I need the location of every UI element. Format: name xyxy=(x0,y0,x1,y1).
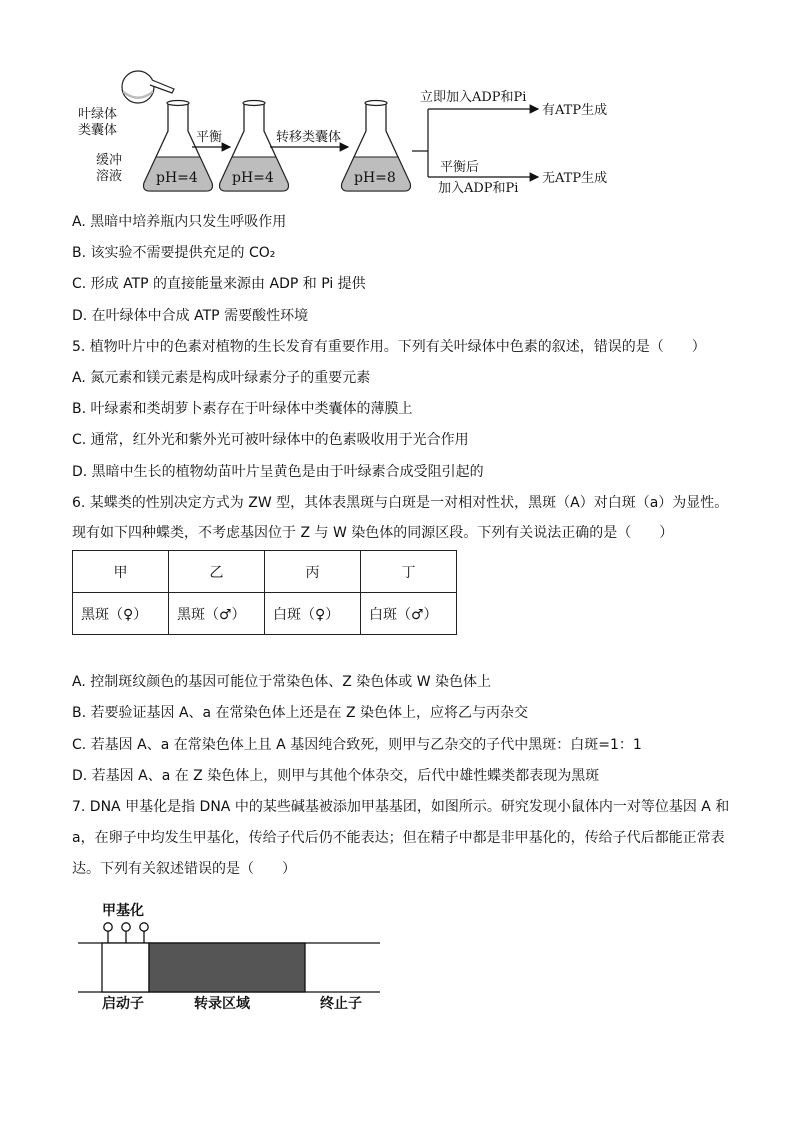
result-atp-yes: 有ATP生成 xyxy=(542,103,608,118)
figure-dna-methylation xyxy=(70,895,390,1020)
table-cell: 白斑（♀） xyxy=(265,593,361,635)
ph-flask-3: pH=8 xyxy=(354,170,396,186)
q6-option-d: D. 若基因 A、a 在 Z 染色体上，则甲与其他个体杂交，后代中雄性蝶类都表现为黑斑 xyxy=(72,768,600,784)
label-methylation: 甲基化 xyxy=(102,903,144,919)
q7-stem-line2: a，在卵子中均发生甲基化，传给子代后仍不能表达；但在精子中都是非甲基化的，传给子代后都能正常表 xyxy=(72,830,725,846)
label-buffer-1: 缓冲 xyxy=(96,153,123,168)
q7-stem-line3: 达。下列有关叙述错误的是（ ） xyxy=(72,861,296,877)
result-atp-no: 无ATP生成 xyxy=(542,171,608,186)
q6-option-b: B. 若要验证基因 A、a 在常染色体上还是在 Z 染色体上，应将乙与丙杂交 xyxy=(72,705,529,721)
label-thylakoid-2: 类囊体 xyxy=(78,123,118,138)
butterfly-table xyxy=(72,550,457,635)
label-after-equilibrium: 平衡后 xyxy=(440,160,480,175)
q5-stem: 5. 植物叶片中的色素对植物的生长发育有重要作用。下列有关叶绿体中色素的叙述，错误的是（ ） xyxy=(72,339,706,355)
round-flask-icon xyxy=(122,71,174,103)
table-head-cell: 丁 xyxy=(361,551,457,593)
table-row xyxy=(73,593,457,635)
methyl-group-icon xyxy=(104,923,148,943)
figure-atp-experiment xyxy=(70,65,630,205)
q5-option-a: A. 氮元素和镁元素是构成叶绿素分子的重要元素 xyxy=(72,370,371,386)
label-promoter: 启动子 xyxy=(102,996,144,1012)
table-head-cell: 乙 xyxy=(169,551,265,593)
table-cell: 白斑（♂） xyxy=(361,593,457,635)
table-header-row xyxy=(73,551,457,593)
label-buffer-2: 溶液 xyxy=(96,169,123,184)
q6-stem-line2: 现有如下四种蝶类，不考虑基因位于 Z 与 W 染色体的同源区段。下列有关说法正确的是（ ） xyxy=(72,525,674,541)
q5-option-c: C. 通常，红外光和紫外光可被叶绿体中的色素吸收用于光合作用 xyxy=(72,432,469,448)
q4-option-c: C. 形成 ATP 的直接能量来源由 ADP 和 Pi 提供 xyxy=(72,276,366,292)
q6-option-a: A. 控制斑纹颜色的基因可能位于常染色体、Z 染色体或 W 染色体上 xyxy=(72,674,492,690)
q7-stem-line1: 7. DNA 甲基化是指 DNA 中的某些碱基被添加甲基基团，如图所示。研究发现小鼠体内一对等位基因 A 和 xyxy=(72,799,730,815)
label-add-after: 加入ADP和Pi xyxy=(438,181,519,196)
label-add-immediately: 立即加入ADP和Pi xyxy=(420,90,527,105)
q4-option-a: A. 黑暗中培养瓶内只发生呼吸作用 xyxy=(72,214,287,230)
table-head-cell: 丙 xyxy=(265,551,361,593)
transcription-region xyxy=(149,943,305,992)
ph-flask-1: pH=4 xyxy=(156,170,198,186)
table-cell: 黑斑（♂） xyxy=(169,593,265,635)
q6-option-c: C. 若基因 A、a 在常染色体上且 A 基因纯合致死，则甲与乙杂交的子代中黑斑：白斑=1：1 xyxy=(72,737,642,753)
q5-option-b: B. 叶绿素和类胡萝卜素存在于叶绿体中类囊体的薄膜上 xyxy=(72,401,413,417)
ph-flask-2: pH=4 xyxy=(232,170,274,186)
q5-option-d: D. 黑暗中生长的植物幼苗叶片呈黄色是由于叶绿素合成受阻引起的 xyxy=(72,464,484,480)
q4-option-b: B. 该实验不需要提供充足的 CO₂ xyxy=(72,245,276,261)
label-terminator: 终止子 xyxy=(320,996,362,1012)
table-cell: 黑斑（♀） xyxy=(73,593,169,635)
q6-stem-line1: 6. 某蝶类的性别决定方式为 ZW 型，其体表黑斑与白斑是一对相对性状，黑斑（A）对白斑（a）为显性。 xyxy=(72,495,729,511)
q4-option-d: D. 在叶绿体中合成 ATP 需要酸性环境 xyxy=(72,308,309,324)
label-thylakoid-1: 叶绿体 xyxy=(78,107,118,122)
table-head-cell: 甲 xyxy=(73,551,169,593)
promoter-region xyxy=(102,943,149,992)
label-transcription-region: 转录区域 xyxy=(194,996,250,1012)
label-transfer: 转移类囊体 xyxy=(276,130,342,145)
label-equilibrium: 平衡 xyxy=(196,130,223,145)
